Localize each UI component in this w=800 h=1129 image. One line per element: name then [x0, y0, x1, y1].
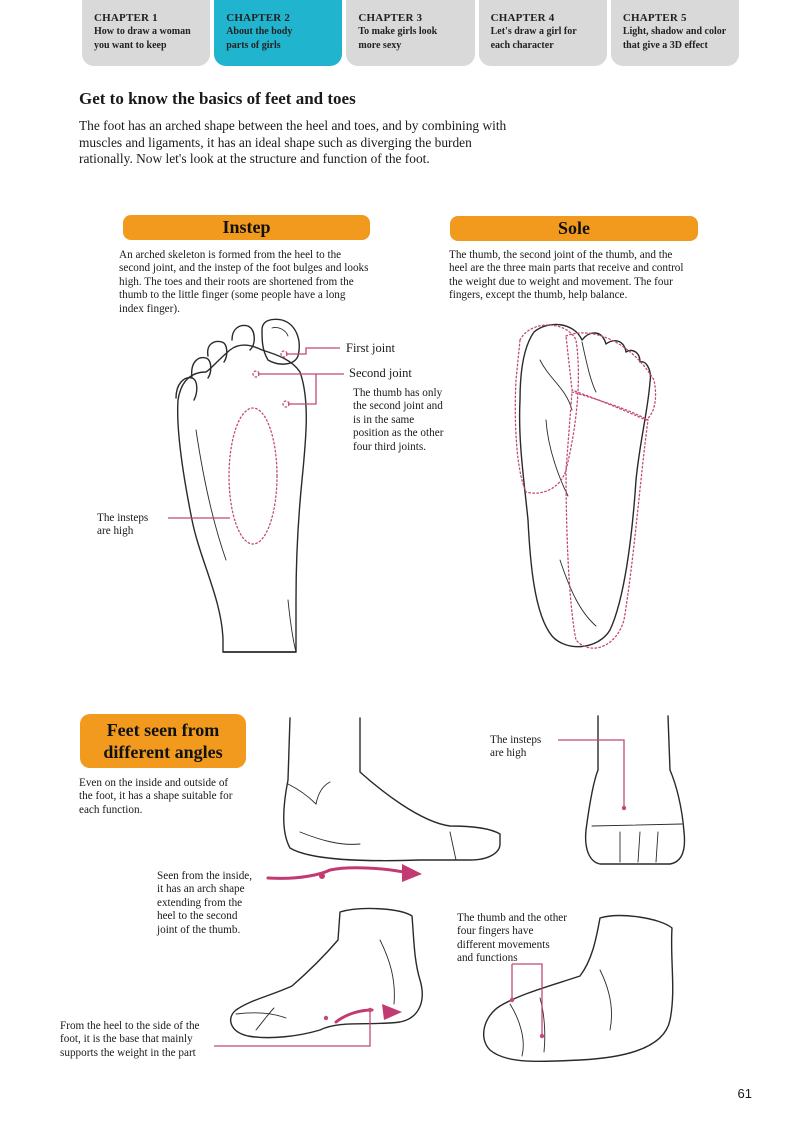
label-line: extending from the: [157, 896, 243, 909]
sole-line: heel are the three main parts that receive and control: [449, 262, 684, 275]
intro-line: muscles and ligaments, it has an ideal shape such as diverging the burden: [79, 134, 472, 150]
intro-line: The foot has an arched shape between the heel and toes, and by combining with: [79, 118, 507, 133]
label-line: are high: [97, 525, 134, 538]
label-line: supports the weight in the part: [60, 1046, 196, 1059]
tab-title-line: you want to keep: [94, 40, 167, 51]
second-joint-label: Second joint: [349, 366, 412, 380]
instep-line: second joint, and the instep of the foot bulges and looks: [119, 262, 369, 275]
tab-title-line: How to draw a woman: [94, 26, 191, 37]
side-arrowhead: [382, 1004, 402, 1020]
sole-line: fingers, except the thumb, help balance.: [449, 289, 628, 302]
tab-chapter-label: CHAPTER 1: [94, 12, 158, 24]
sole-title: Sole: [450, 216, 698, 241]
tab-chapter-label: CHAPTER 5: [622, 12, 687, 24]
front-insteps-dot: [622, 806, 626, 810]
note-line: four third joints.: [353, 440, 427, 453]
sole-toes-region: [566, 333, 656, 420]
side-arrow: [336, 1010, 372, 1022]
thumb-leader-dot: [510, 998, 514, 1002]
heel-side-label: [60, 1020, 230, 1060]
page-number: 61: [737, 1086, 752, 1101]
intro-line: rationally. Now let's look at the structure and function of the foot.: [79, 151, 430, 166]
tab-title-line: About the body: [226, 26, 293, 37]
side-view-foot: [284, 718, 500, 861]
label-line: are high: [490, 747, 527, 760]
tab-title-line: Light, shadow and color: [622, 26, 727, 37]
second-joint-leader: [258, 374, 344, 404]
tab-title-line: parts of girls: [226, 40, 281, 51]
first-joint-label: First joint: [346, 341, 395, 355]
page-heading: Get to know the basics of feet and toes: [79, 89, 356, 108]
angles-description: [79, 777, 259, 817]
angles-title: [80, 714, 246, 768]
label-line: foot, it is the base that mainly: [60, 1033, 193, 1046]
angles-title-line: Feet seen from: [106, 720, 220, 740]
instep-line: An arched skeleton is formed from the heel to the: [119, 249, 342, 261]
angles-title-line: different angles: [103, 742, 223, 762]
inside-arch-label: [157, 870, 277, 937]
tab-chapter-label: CHAPTER 4: [490, 12, 555, 24]
arch-arrow: [268, 868, 404, 879]
instep-line: index finger).: [119, 302, 180, 315]
label-line: The thumb and the other: [457, 912, 567, 924]
instep-line: thumb to the little finger (some people have a long: [119, 289, 346, 302]
angles-line: Even on the inside and outside of: [79, 777, 229, 789]
instep-foot-drawing: [176, 319, 306, 652]
label-line: Seen from the inside,: [157, 870, 253, 882]
heel-arrow-dot: [324, 1016, 328, 1020]
angles-line: the foot, it has a shape suitable for: [79, 790, 233, 803]
tab-title-line: more sexy: [358, 40, 402, 51]
label-line: and functions: [457, 952, 518, 965]
arch-arrowhead: [402, 864, 422, 882]
label-line: The insteps: [97, 512, 149, 524]
label-line: From the heel to the side of the: [60, 1020, 200, 1032]
heel-leader-dot: [368, 1008, 372, 1012]
fingers-leader-dot: [540, 1034, 544, 1038]
tab-chapter-label: CHAPTER 2: [226, 12, 291, 24]
instep-title: Instep: [123, 215, 370, 240]
note-line: is in the same: [353, 413, 415, 426]
front-view-foot: [586, 716, 685, 864]
label-line: it has an arch shape: [157, 883, 245, 896]
sole-outer-region: [566, 392, 648, 648]
intro-paragraph: [79, 118, 549, 168]
instep-high-label: [97, 512, 148, 539]
instep-highlight-ellipse: [229, 408, 277, 544]
sole-foot-drawing: [520, 324, 651, 646]
label-line: heel to the second: [157, 910, 238, 923]
tab-chapter-label: CHAPTER 3: [358, 12, 423, 24]
label-line: The insteps: [490, 734, 542, 746]
instep-line: high. The toes and their roots are shortened from the: [119, 275, 354, 288]
instep-description: [119, 249, 409, 316]
label-line: different movements: [457, 938, 550, 951]
note-line: position as the other: [353, 427, 444, 440]
thumb-joint-note: [353, 387, 473, 454]
note-line: The thumb has only: [353, 387, 443, 399]
label-line: joint of the thumb.: [157, 923, 241, 936]
note-line: the second joint and: [353, 400, 443, 413]
sole-thumb-region: [515, 325, 578, 493]
arch-start-dot: [319, 873, 325, 879]
front-insteps-label: [490, 734, 541, 761]
label-line: four fingers have: [457, 925, 534, 938]
thumb-fingers-label: [457, 912, 597, 966]
tab-title-line: that give a 3D effect: [622, 40, 708, 51]
thumb-leader: [512, 964, 542, 1036]
first-joint-leader: [286, 348, 340, 354]
tab-title-line: each character: [490, 40, 554, 51]
sole-description: [449, 249, 719, 303]
tab-title-line: Let's draw a girl for: [490, 26, 577, 37]
tab-title-line: To make girls look: [358, 26, 438, 37]
angles-line: each function.: [79, 803, 143, 816]
sole-line: the weight due to weight and movement. The four: [449, 275, 673, 288]
sole-line: The thumb, the second joint of the thumb, and the: [449, 249, 673, 261]
